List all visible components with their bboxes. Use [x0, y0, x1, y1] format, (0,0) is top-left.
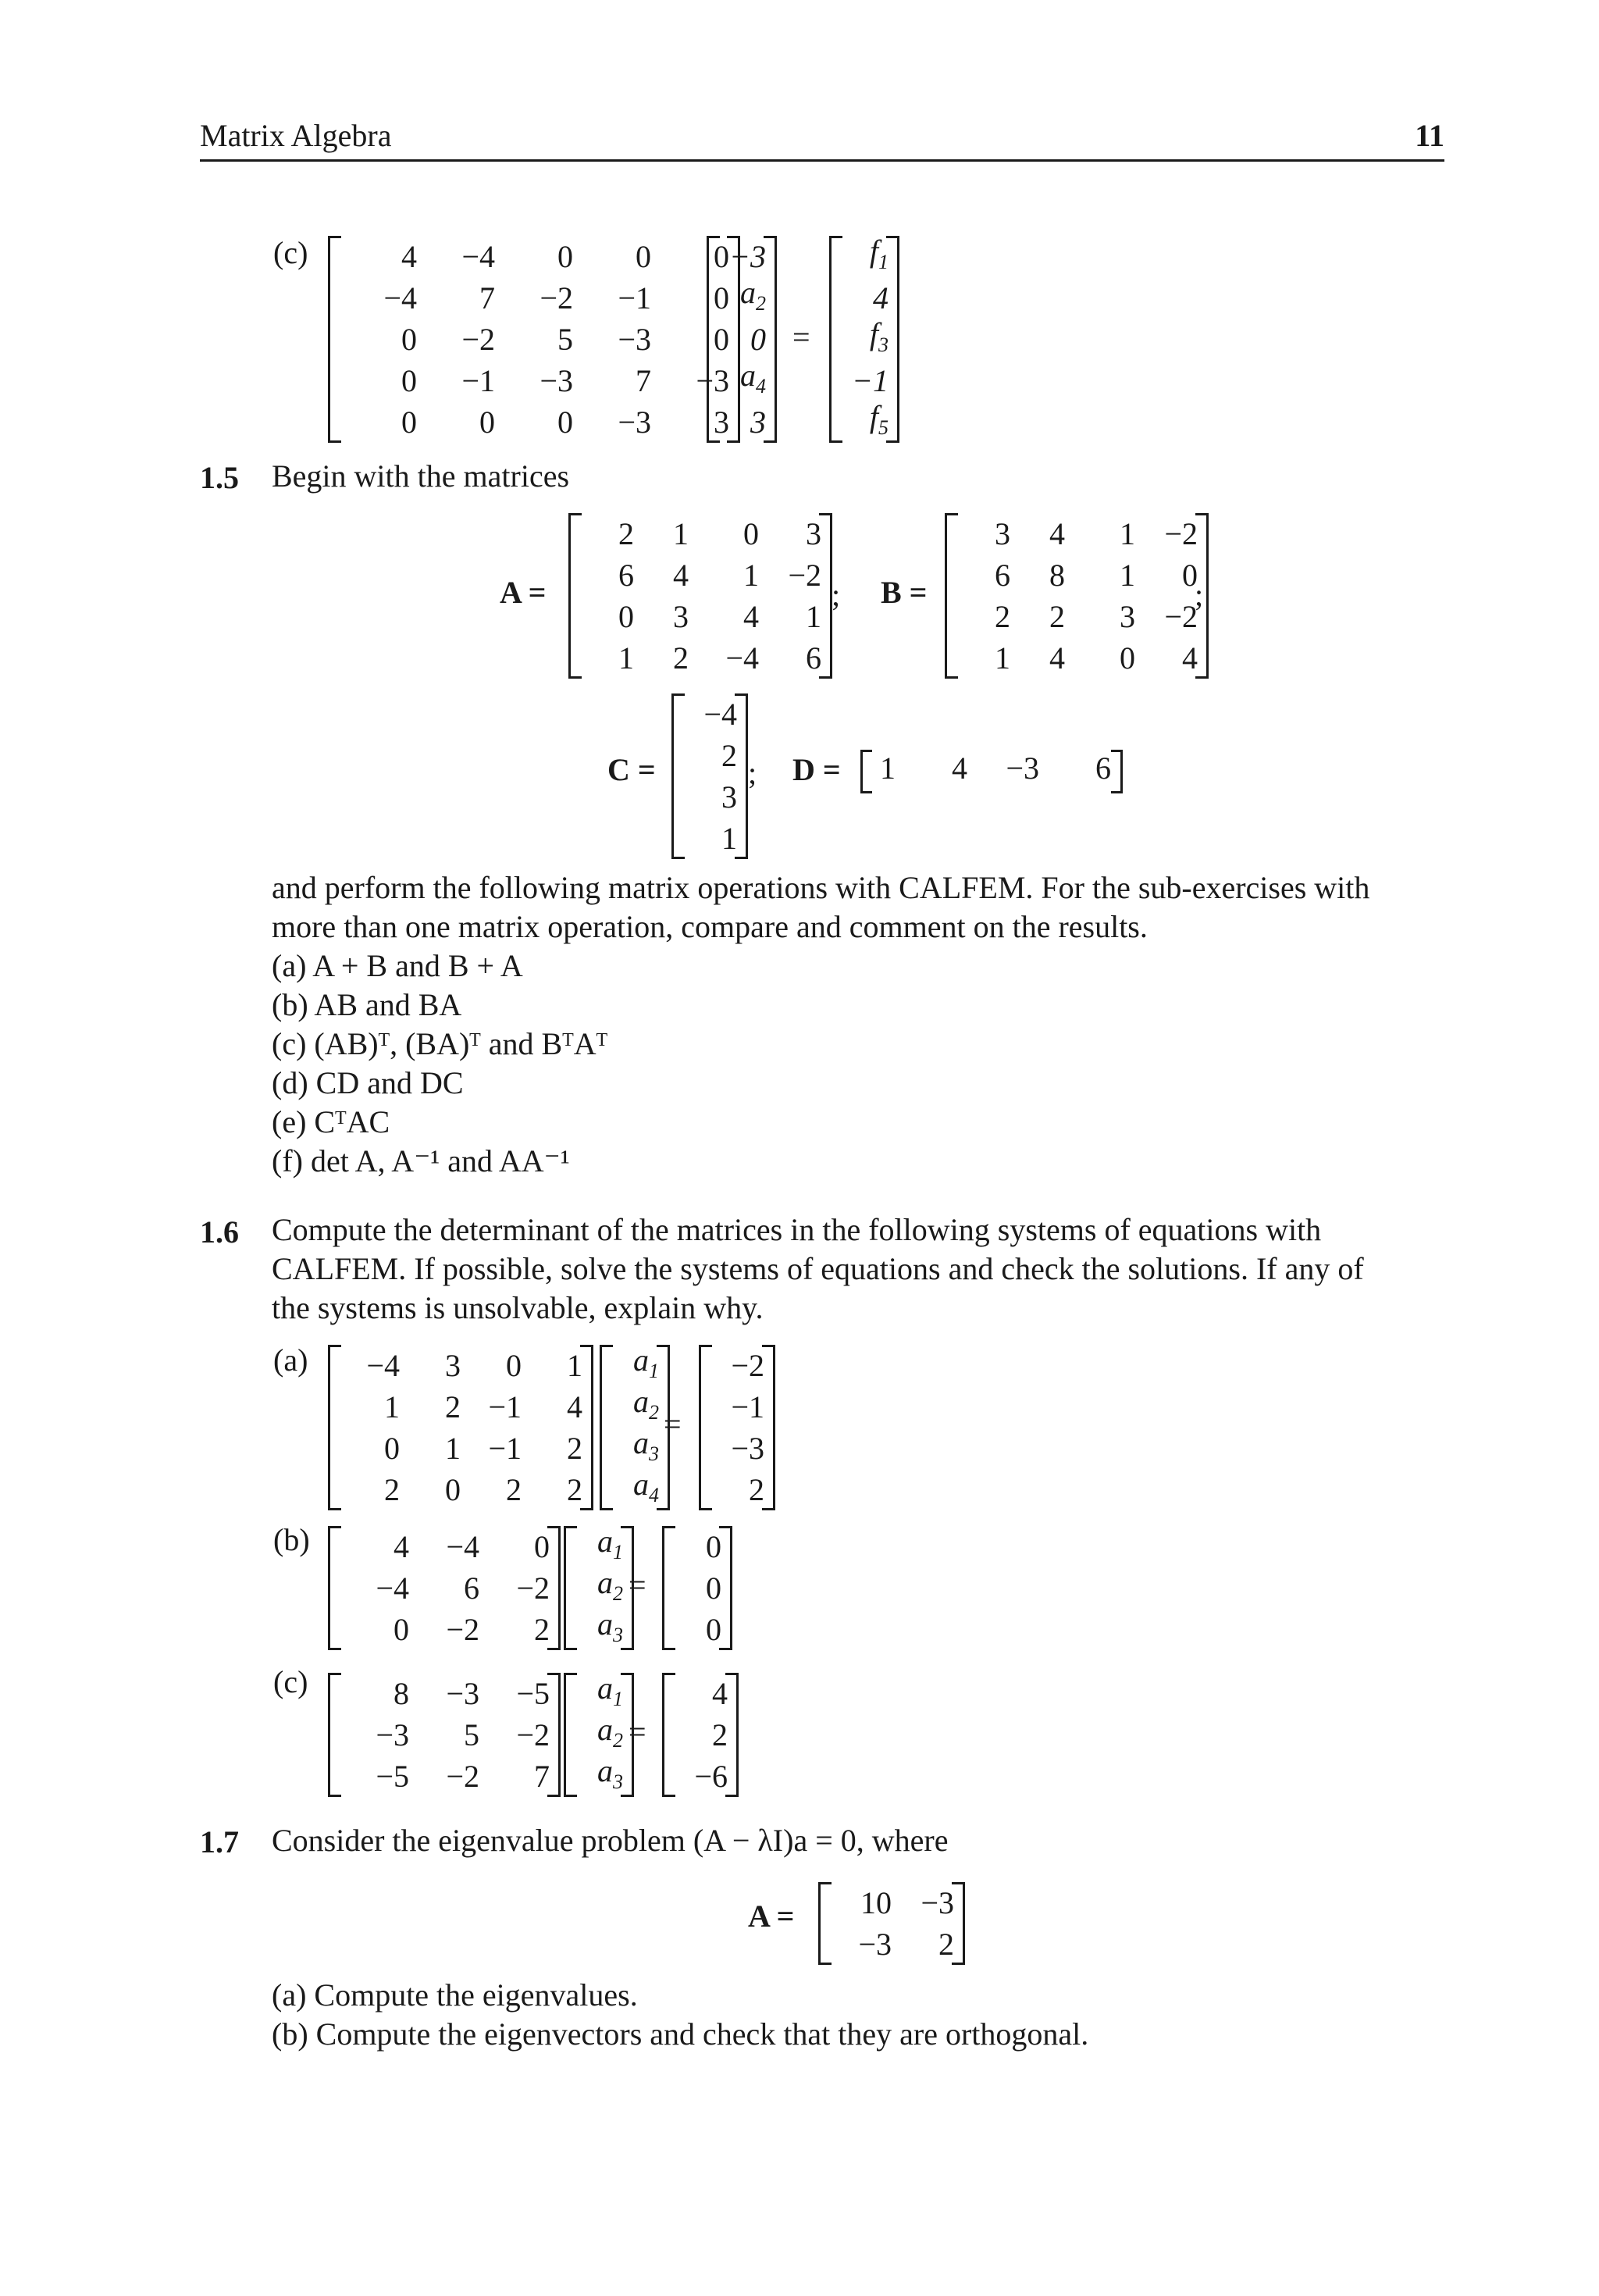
matrix-entry: 4 [712, 1676, 728, 1711]
matrix-entry: −4 [446, 1529, 479, 1564]
matrix-entry: $a_2$ [597, 1712, 623, 1752]
ex15-item-e: (e) CᵀAC [272, 1104, 390, 1139]
matrix-entry: $a_1$ [633, 1342, 659, 1382]
matrix-entry: 0 [714, 322, 729, 357]
matrix-entry: −1 [618, 280, 651, 316]
matrix-entry: −3 [696, 363, 729, 398]
matrix-entry: 0 [506, 1348, 522, 1383]
matrix-entry: −1 [731, 1389, 764, 1424]
matrix-entry: −3 [858, 1927, 892, 1962]
matrix-entry: −5 [516, 1676, 550, 1711]
matrix-B-label: B = [881, 575, 928, 610]
matrix-entry: −3 [540, 363, 573, 398]
matrix-entry: 2 [712, 1717, 728, 1752]
ex15-item-f: (f) det A, A⁻¹ and AA⁻¹ [272, 1143, 570, 1178]
matrix-entry: −4 [366, 1348, 400, 1383]
matrix-entry: −3 [618, 405, 651, 440]
matrix-entry: 2 [938, 1927, 954, 1962]
matrix-A-label: A = [500, 575, 547, 610]
matrix-entry: −1 [852, 363, 889, 398]
matrix-entry: $a_3$ [597, 1753, 623, 1793]
ex16a-coefficient-matrix [328, 1345, 593, 1510]
matrix-entry: 0 [445, 1472, 461, 1507]
matrix-entry: $f_3$ [869, 316, 889, 356]
matrix-C [671, 693, 748, 859]
separator: ; [748, 755, 757, 790]
matrix-B [945, 513, 1209, 679]
matrix-entry: −3 [1006, 750, 1039, 786]
matrix-entry: 1 [880, 750, 896, 786]
matrix-entry: 0 [1120, 640, 1135, 676]
matrix-entry: 0 [534, 1529, 550, 1564]
matrix-entry: 4 [567, 1389, 582, 1424]
ex16-text-line1: Compute the determinant of the matrices in the following systems of equations with [272, 1212, 1322, 1247]
matrix-entry: 2 [567, 1431, 582, 1466]
matrix-entry: 2 [995, 599, 1010, 634]
matrix-entry: −4 [383, 280, 417, 316]
ex16b-unknown-vector [564, 1526, 634, 1650]
matrix-entry: 0 [1182, 558, 1198, 593]
ex14c-force-vector [829, 236, 899, 443]
ex17-number: 1.7 [200, 1824, 239, 1859]
ex16b-label: (b) [273, 1522, 310, 1557]
matrix-entry: 5 [557, 322, 573, 357]
matrix-entry: −3 [921, 1885, 954, 1920]
ex15-number: 1.5 [200, 460, 239, 495]
matrix-entry: $a_4$ [740, 358, 766, 398]
ex15-item-c: (c) (AB)ᵀ, (BA)ᵀ and BᵀAᵀ [272, 1026, 608, 1061]
matrix-entry: 6 [806, 640, 821, 676]
matrix-entry: 2 [673, 640, 689, 676]
equals-sign: = [629, 1714, 646, 1749]
matrix-entry: −2 [731, 1348, 764, 1383]
matrix-entry: −4 [703, 697, 737, 732]
matrix-entry: −3 [446, 1676, 479, 1711]
matrix-entry: −2 [516, 1570, 550, 1606]
matrix-entry: −3 [618, 322, 651, 357]
matrix-entry: 0 [714, 280, 729, 316]
matrix-entry: 1 [806, 599, 821, 634]
equals-sign: = [792, 319, 810, 355]
matrix-entry: −4 [725, 640, 759, 676]
equals-sign: = [664, 1406, 682, 1442]
matrix-entry: 2 [721, 738, 737, 773]
matrix-entry: $a_2$ [633, 1384, 659, 1424]
matrix-entry: 2 [506, 1472, 522, 1507]
matrix-entry: 4 [743, 599, 759, 634]
ex16-text-line3: the systems is unsolvable, explain why. [272, 1290, 764, 1325]
matrix-entry: 8 [394, 1676, 409, 1711]
matrix-entry: $f_1$ [869, 234, 889, 273]
matrix-entry: 0 [557, 405, 573, 440]
ex14c-displacement-vector [707, 236, 777, 443]
ex17-text: Consider the eigenvalue problem (A − λI)a = 0, where [272, 1823, 949, 1858]
matrix-entry: −2 [446, 1612, 479, 1647]
matrix-entry: 4 [873, 280, 889, 316]
matrix-entry: 4 [1182, 640, 1198, 676]
matrix-D [860, 750, 1123, 793]
ex15-item-b: (b) AB and BA [272, 987, 462, 1022]
matrix-entry: 4 [952, 750, 967, 786]
matrix-entry: −3 [729, 239, 766, 274]
matrix-entry: 0 [743, 516, 759, 551]
matrix-entry: 6 [618, 558, 634, 593]
matrix-entry: 10 [860, 1885, 892, 1920]
matrix-entry: 1 [673, 516, 689, 551]
ex15-item-d: (d) CD and DC [272, 1065, 464, 1100]
matrix-entry: −4 [376, 1570, 409, 1606]
matrix-D-label: D = [792, 752, 841, 787]
matrix-entry: −1 [461, 363, 495, 398]
matrix-A [568, 513, 832, 679]
matrix-entry: 0 [479, 405, 495, 440]
matrix-entry: 0 [618, 599, 634, 634]
ex15-intro: Begin with the matrices [272, 458, 570, 494]
matrix-entry: $f_5$ [869, 399, 889, 439]
matrix-entry: 0 [714, 239, 729, 274]
matrix-entry: $a_1$ [597, 1670, 623, 1710]
ex16a-label: (a) [273, 1342, 308, 1378]
matrix-entry: 0 [401, 363, 417, 398]
matrix-entry: 2 [534, 1612, 550, 1647]
matrix-entry: 1 [995, 640, 1010, 676]
ex16c-unknown-vector [564, 1670, 634, 1797]
matrix-entry: 0 [706, 1529, 721, 1564]
ex16c-rhs-vector [662, 1673, 739, 1797]
matrix-entry: 0 [706, 1612, 721, 1647]
matrix-entry: $a_4$ [633, 1467, 659, 1506]
matrix-entry: 3 [714, 405, 729, 440]
matrix-entry: 2 [567, 1472, 582, 1507]
matrix-entry: 3 [721, 779, 737, 815]
matrix-entry: 5 [464, 1717, 479, 1752]
matrix-entry: 0 [636, 239, 651, 274]
matrix-entry: 4 [673, 558, 689, 593]
matrix-entry: 4 [394, 1529, 409, 1564]
matrix-entry: 7 [534, 1759, 550, 1794]
ex16c-label: (c) [273, 1664, 308, 1699]
ex16a-unknown-vector [600, 1342, 670, 1510]
matrix-entry: 3 [1120, 599, 1135, 634]
matrix-entry: −2 [1164, 516, 1198, 551]
matrix-entry: 2 [384, 1472, 400, 1507]
separator: ; [1195, 577, 1204, 612]
matrix-entry: −2 [461, 322, 495, 357]
matrix-C-label: C = [607, 752, 656, 787]
matrix-entry: −5 [376, 1759, 409, 1794]
ex15-text-line2: more than one matrix operation, compare and comment on the results. [272, 909, 1148, 944]
matrix-entry: 2 [618, 516, 634, 551]
matrix-entry: 0 [394, 1612, 409, 1647]
matrix-entry: 1 [567, 1348, 582, 1383]
matrix-entry: 4 [1049, 640, 1065, 676]
page-number: 11 [1415, 118, 1444, 153]
matrix-entry: −4 [461, 239, 495, 274]
matrix-entry: 2 [1049, 599, 1065, 634]
header-rule [200, 159, 1444, 162]
matrix-entry: 1 [743, 558, 759, 593]
ex16-text-line2: CALFEM. If possible, solve the systems of equations and check the solutions. If any of [272, 1251, 1364, 1286]
matrix-entry: $a_1$ [597, 1524, 623, 1563]
matrix-entry: −3 [731, 1431, 764, 1466]
matrix-entry: 6 [464, 1570, 479, 1606]
matrix-entry: 6 [995, 558, 1010, 593]
ex17-item-a: (a) Compute the eigenvalues. [272, 1977, 638, 2013]
matrix-entry: $a_3$ [633, 1425, 659, 1465]
matrix-A-label: A = [748, 1898, 795, 1934]
matrix-entry: 1 [1120, 558, 1135, 593]
matrix-entry: 0 [750, 322, 766, 357]
matrix-entry: 6 [1095, 750, 1111, 786]
ex15-text-line1: and perform the following matrix operations with CALFEM. For the sub-exercises with [272, 870, 1370, 905]
ex15-item-a: (a) A + B and B + A [272, 948, 523, 983]
matrix-entry: $a_2$ [740, 275, 766, 315]
matrix-entry: 2 [749, 1472, 764, 1507]
matrix-entry: $a_2$ [597, 1565, 623, 1605]
matrix-entry: −2 [540, 280, 573, 316]
matrix-entry: −2 [446, 1759, 479, 1794]
matrix-entry: −3 [376, 1717, 409, 1752]
matrix-entry: −1 [488, 1389, 522, 1424]
matrix-entry: −2 [1164, 599, 1198, 634]
matrix-entry: 0 [557, 239, 573, 274]
ex16-number: 1.6 [200, 1214, 239, 1250]
ex14c-stiffness-matrix [328, 236, 740, 443]
matrix-entry: $a_3$ [597, 1606, 623, 1646]
matrix-entry: −2 [788, 558, 821, 593]
matrix-entry: 0 [401, 405, 417, 440]
matrix-entry: 0 [706, 1570, 721, 1606]
matrix-entry: 4 [1049, 516, 1065, 551]
ex16b-rhs-vector [662, 1526, 732, 1650]
matrix-entry: 1 [721, 821, 737, 856]
eigen-matrix-A [818, 1882, 965, 1965]
ex16b-coefficient-matrix [328, 1526, 561, 1650]
matrix-entry: 3 [445, 1348, 461, 1383]
matrix-entry: 3 [750, 405, 766, 440]
matrix-entry: −2 [516, 1717, 550, 1752]
matrix-entry: 0 [401, 322, 417, 357]
ex14c-label: (c) [273, 235, 308, 270]
matrix-entry: 1 [445, 1431, 461, 1466]
matrix-entry: −6 [694, 1759, 728, 1794]
matrix-entry: 7 [479, 280, 495, 316]
ex16a-rhs-vector [699, 1345, 775, 1510]
matrix-entry: 4 [401, 239, 417, 274]
matrix-entry: 2 [445, 1389, 461, 1424]
matrix-entry: 3 [673, 599, 689, 634]
matrix-entry: 1 [384, 1389, 400, 1424]
matrix-entry: 3 [995, 516, 1010, 551]
matrix-entry: 0 [384, 1431, 400, 1466]
matrix-entry: 8 [1049, 558, 1065, 593]
separator: ; [832, 577, 841, 612]
matrix-entry: 1 [618, 640, 634, 676]
running-header-title: Matrix Algebra [200, 118, 392, 153]
ex16c-coefficient-matrix [328, 1673, 561, 1797]
equals-sign: = [629, 1567, 646, 1603]
matrix-entry: 3 [806, 516, 821, 551]
matrix-entry: −1 [488, 1431, 522, 1466]
matrix-entry: 1 [1120, 516, 1135, 551]
matrix-entry: 7 [636, 363, 651, 398]
ex17-item-b: (b) Compute the eigenvectors and check that they are orthogonal. [272, 2016, 1089, 2052]
